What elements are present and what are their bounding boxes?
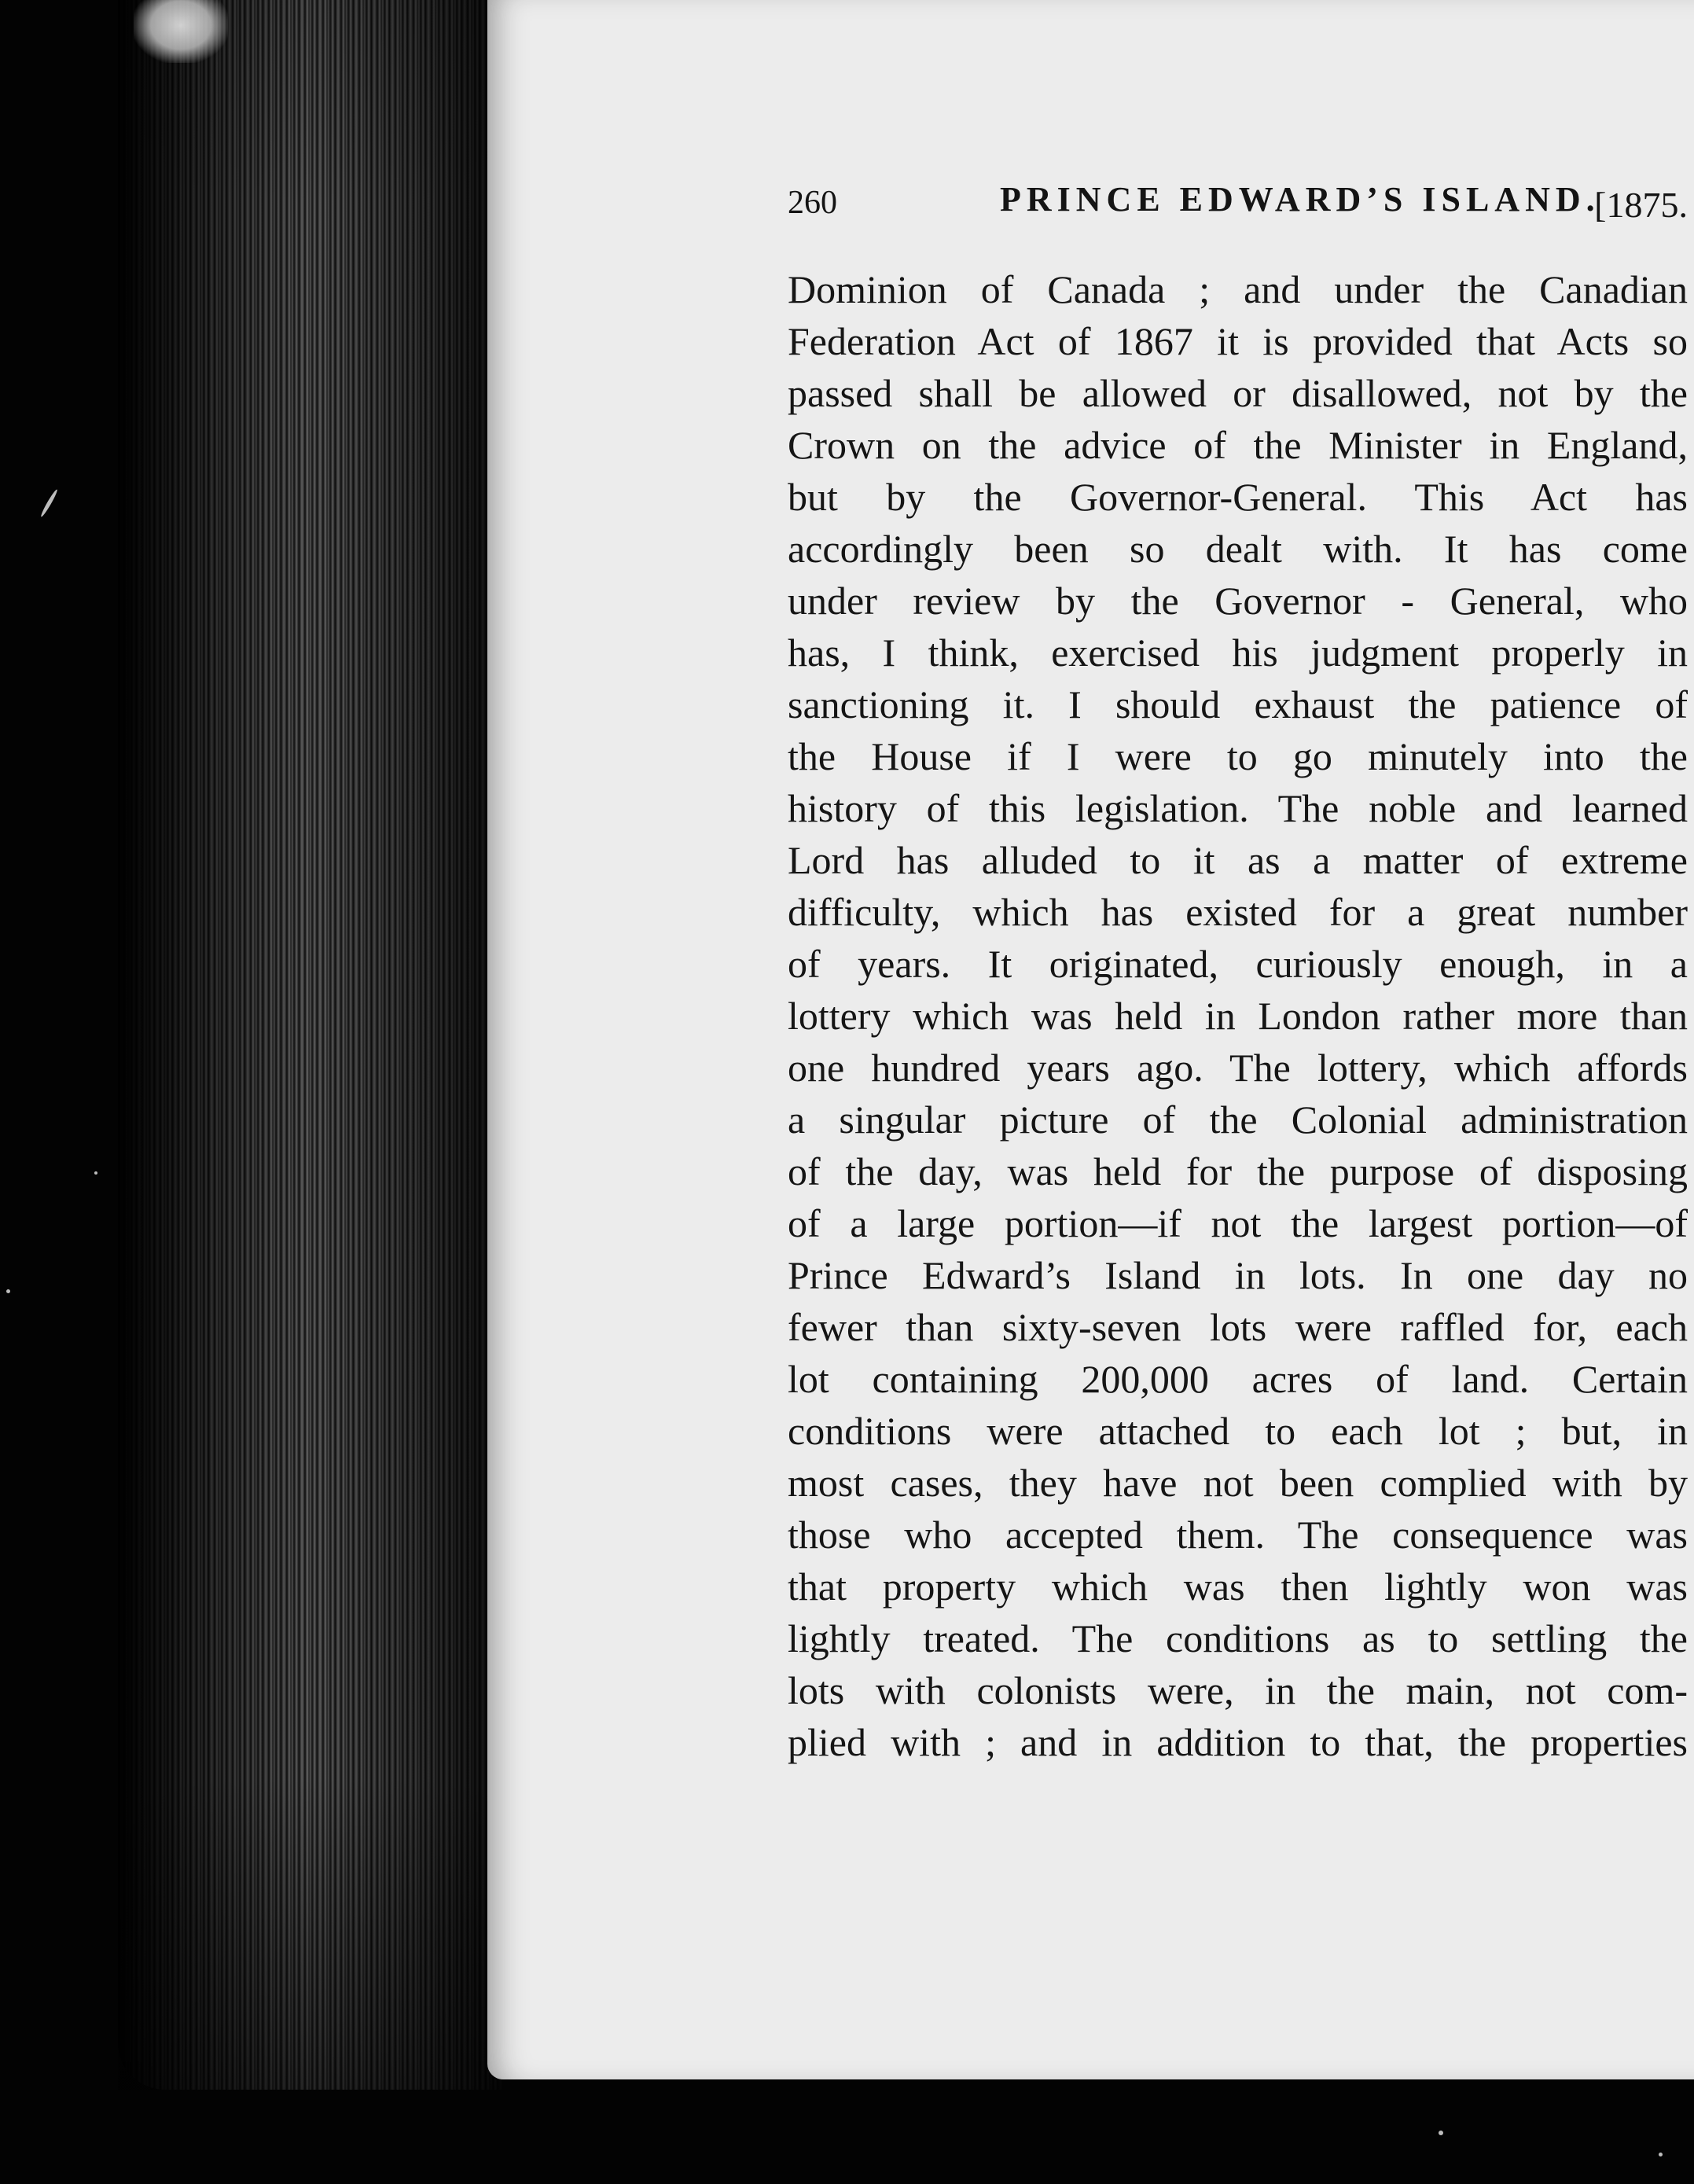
book-page	[487, 0, 1694, 2079]
text-line: conditions were attached to each lot ; but, in	[788, 1409, 1688, 1453]
text-line: most cases, they have not been complied with by	[788, 1461, 1688, 1505]
library-stamp-mark	[134, 0, 228, 63]
running-head	[788, 179, 1688, 234]
text-line: Federation Act of 1867 it is provided that Acts so	[788, 319, 1688, 363]
text-line: Lord has alluded to it as a matter of extreme	[788, 838, 1688, 882]
text-line: one hundred years ago. The lottery, which affords	[788, 1046, 1688, 1090]
text-line: of the day, was held for the purpose of disposing	[788, 1149, 1688, 1193]
dust-speck	[94, 1171, 97, 1175]
dust-speck	[1439, 2131, 1443, 2135]
text-line: lots with colonists were, in the main, not com-	[788, 1668, 1688, 1712]
text-line: that property which was then lightly won was	[788, 1564, 1688, 1609]
text-line: accordingly been so dealt with. It has come	[788, 527, 1688, 571]
text-line: but by the Governor-General. This Act has	[788, 475, 1688, 519]
text-line: of years. It originated, curiously enough, in a	[788, 942, 1688, 986]
text-line: passed shall be allowed or disallowed, not by the	[788, 371, 1688, 415]
dust-speck	[39, 488, 58, 517]
text-line: of a large portion—if not the largest portion—of	[788, 1201, 1688, 1245]
text-line: Dominion of Canada ; and under the Canadian	[788, 267, 1688, 311]
page-number: 260	[788, 185, 837, 221]
dust-speck	[6, 1289, 10, 1293]
text-line: Prince Edward’s Island in lots. In one day no	[788, 1253, 1688, 1297]
book-fore-edge	[118, 0, 502, 2090]
text-line: Crown on the advice of the Minister in England,	[788, 423, 1688, 467]
dust-speck	[1659, 2153, 1663, 2156]
text-line: plied with ; and in addition to that, the properties	[788, 1720, 1688, 1764]
text-line: the House if I were to go minutely into the	[788, 734, 1688, 778]
text-line: fewer than sixty-seven lots were raffled for, each	[788, 1305, 1688, 1349]
text-line: lottery which was held in London rather more than	[788, 994, 1688, 1038]
text-line: difficulty, which has existed for a great number	[788, 890, 1688, 934]
text-line: lot containing 200,000 acres of land. Certain	[788, 1357, 1688, 1401]
text-line: a singular picture of the Colonial administration	[788, 1098, 1688, 1142]
text-line: lightly treated. The conditions as to settling the	[788, 1616, 1688, 1660]
text-line: has, I think, exercised his judgment properly in	[788, 631, 1688, 675]
text-line: under review by the Governor - General, who	[788, 579, 1688, 623]
running-title: PRINCE EDWARD’S ISLAND.	[1000, 180, 1600, 219]
text-line: sanctioning it. I should exhaust the patience of	[788, 682, 1688, 726]
running-year: [1875.	[1594, 185, 1688, 225]
body-text	[788, 263, 1688, 1768]
text-line: history of this legislation. The noble and learned	[788, 786, 1688, 830]
text-line: those who accepted them. The consequence was	[788, 1513, 1688, 1557]
